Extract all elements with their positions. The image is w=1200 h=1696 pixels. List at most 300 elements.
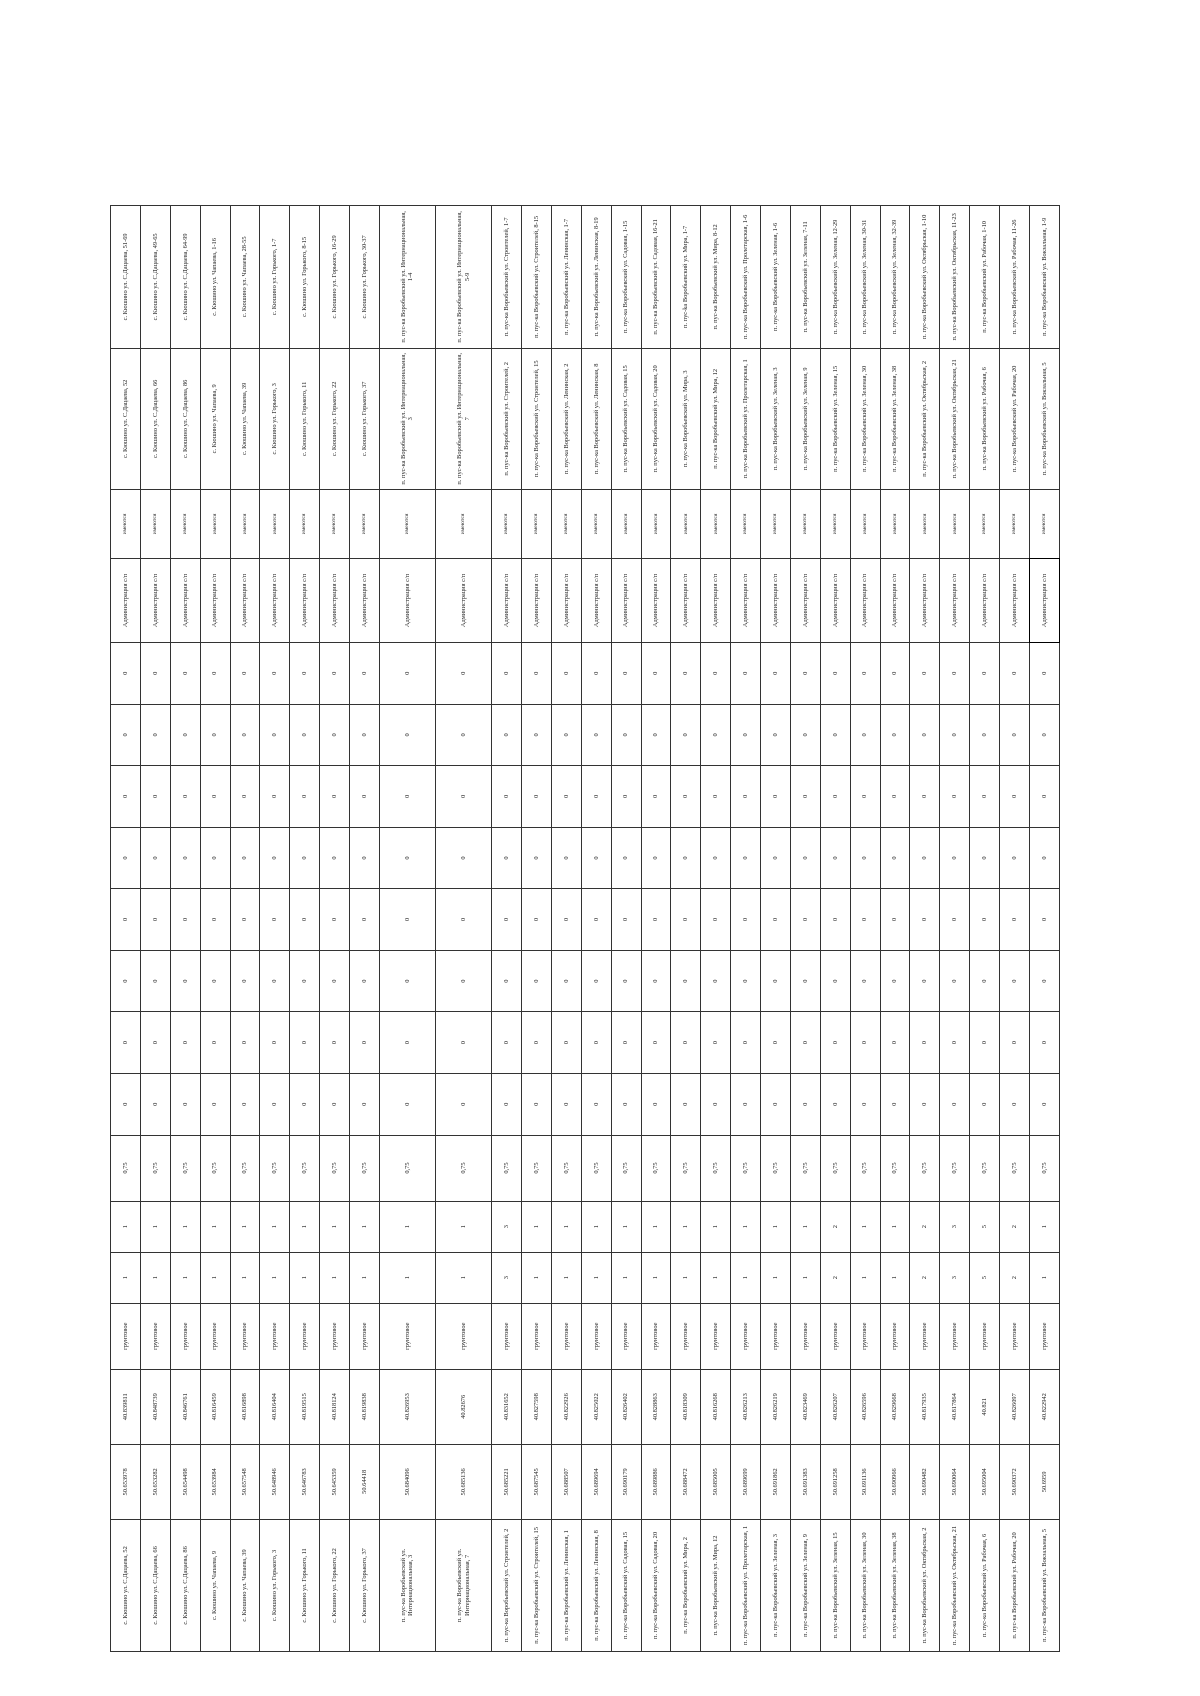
table-cell: п. пус-ка Воробьевский ул. Строителей, 1-7 <box>492 206 522 349</box>
table-cell: 1 <box>260 1201 290 1252</box>
table-cell: 0 <box>910 1012 940 1074</box>
table-cell: с. Кюшино ул. Чапаева, 39 <box>230 348 260 489</box>
table-cell: 0,75 <box>701 1135 731 1201</box>
table-cell: п. пус-ка Воробьевский ул. Рабочая, 20 <box>1000 1519 1030 1651</box>
table-cell: 1 <box>111 1252 141 1303</box>
table-cell: 0 <box>379 889 435 951</box>
table-cell: 1 <box>260 1252 290 1303</box>
table-cell: 0 <box>970 1073 1000 1135</box>
table-cell: 0 <box>1029 1012 1059 1074</box>
table-cell: 0 <box>551 704 581 766</box>
table-cell: 40.818124 <box>320 1369 350 1444</box>
table-cell: 0 <box>611 889 641 951</box>
table-cell: 0 <box>940 1012 970 1074</box>
table-cell: грунтовое <box>200 1303 230 1369</box>
table-cell: п. пус-ка Воробьевский ул. Рабочая, 1-10 <box>970 206 1000 349</box>
table-cell: Администрация с/п <box>492 558 522 642</box>
table-row <box>611 206 641 1652</box>
table-cell: 0 <box>761 1012 791 1074</box>
table-cell: 50.691862 <box>761 1444 791 1519</box>
table-cell: п. пус-ка Воробьевский ул. Вокзальная, 1-9 <box>1029 206 1059 349</box>
table-cell: 0 <box>790 704 820 766</box>
table-cell: 1 <box>350 1201 380 1252</box>
table-cell: 1 <box>230 1252 260 1303</box>
table-cell: 0 <box>910 766 940 828</box>
table-cell: имеются <box>820 489 850 558</box>
table-cell: 1 <box>290 1252 320 1303</box>
table-cell: 0 <box>230 950 260 1012</box>
table-cell: имеются <box>731 489 761 558</box>
table-cell: Администрация с/п <box>350 558 380 642</box>
table-cell: 0 <box>1029 950 1059 1012</box>
table-cell: 1 <box>140 1252 170 1303</box>
table-cell: грунтовое <box>320 1303 350 1369</box>
table-cell: 0 <box>350 1012 380 1074</box>
table-cell: 0 <box>731 1073 761 1135</box>
table-cell: 0 <box>492 704 522 766</box>
table-cell: 0 <box>260 827 290 889</box>
table-cell: п. пус-ка Воробьевский ул. Октябрьская, 11-23 <box>940 206 970 349</box>
table-cell: 0 <box>850 827 880 889</box>
table-cell: 0 <box>701 704 731 766</box>
table-cell: п. пус-ка Воробьевский ул. Зеленая, 1-6 <box>761 206 791 349</box>
table-cell: 0 <box>522 766 552 828</box>
table-cell: грунтовое <box>701 1303 731 1369</box>
table-cell: п. пус-ка Воробьевский ул. Вокзальная, 5 <box>1029 1519 1059 1651</box>
table-cell: 0 <box>970 827 1000 889</box>
table-cell: 0 <box>581 766 611 828</box>
table-cell: 0 <box>820 766 850 828</box>
table-cell: 0 <box>790 827 820 889</box>
table-cell: 1 <box>290 1201 320 1252</box>
table-cell: 0 <box>492 889 522 951</box>
table-row <box>260 206 290 1652</box>
table-cell: 40.821 <box>970 1369 1000 1444</box>
table-cell: 40.848739 <box>140 1369 170 1444</box>
table-cell: 0 <box>940 1073 970 1135</box>
table-cell: 0 <box>880 1012 910 1074</box>
table-cell: Администрация с/п <box>140 558 170 642</box>
table-cell: 0 <box>790 643 820 705</box>
table-cell: 0 <box>1029 827 1059 889</box>
table-cell: 0 <box>910 827 940 889</box>
table-row <box>551 206 581 1652</box>
table-cell: п. пус-ка Воробьевский ул. Садовая, 20 <box>641 1519 671 1651</box>
table-cell: 0,75 <box>379 1135 435 1201</box>
table-cell: имеются <box>581 489 611 558</box>
table-cell: 40.816268 <box>701 1369 731 1444</box>
table-cell: грунтовое <box>761 1303 791 1369</box>
table-cell: 0 <box>320 704 350 766</box>
table-cell: 0 <box>551 950 581 1012</box>
table-cell: 0 <box>492 766 522 828</box>
table-row <box>200 206 230 1652</box>
table-cell: п. пус-ка Воробьевский ул. Пролетарская, 1 <box>731 1519 761 1651</box>
table-cell: 0 <box>522 704 552 766</box>
table-cell: 1 <box>379 1252 435 1303</box>
table-cell: 1 <box>111 1201 141 1252</box>
table-row <box>850 206 880 1652</box>
table-cell: с. Кюшино ул. Горького, 3 <box>260 1519 290 1651</box>
table-cell: 0 <box>140 766 170 828</box>
table-cell: 0 <box>790 950 820 1012</box>
table-cell: 50.653984 <box>200 1444 230 1519</box>
table-cell: с. Кюшино ул. Горького, 11 <box>290 1519 320 1651</box>
table-cell: грунтовое <box>379 1303 435 1369</box>
table-cell: 40.839811 <box>111 1369 141 1444</box>
table-cell: имеются <box>260 489 290 558</box>
table-cell: с. Кюшино ул. С.Дацаева, 86 <box>170 348 200 489</box>
table-cell: п. пус-ка Воробьевский ул. Ленинская, 8-19 <box>581 206 611 349</box>
table-cell: 0 <box>880 704 910 766</box>
table-cell: 0 <box>731 827 761 889</box>
table-cell: с. Кюшино ул. Горького, 3 <box>260 348 290 489</box>
table-cell: 0 <box>701 827 731 889</box>
table-cell: 0 <box>970 704 1000 766</box>
table-cell: 40.826219 <box>761 1369 791 1444</box>
table-cell: 0 <box>170 704 200 766</box>
table-cell: 0 <box>436 1073 492 1135</box>
table-cell: 1 <box>790 1252 820 1303</box>
table-cell: Администрация с/п <box>170 558 200 642</box>
table-row <box>581 206 611 1652</box>
table-cell: 0 <box>379 950 435 1012</box>
table-row <box>290 206 320 1652</box>
table-cell: 1 <box>701 1252 731 1303</box>
table-cell: 0 <box>820 643 850 705</box>
table-row <box>522 206 552 1652</box>
table-cell: Администрация с/п <box>641 558 671 642</box>
table-cell: 0 <box>671 643 701 705</box>
table-cell: 0 <box>581 1073 611 1135</box>
table-cell: 50.688472 <box>671 1444 701 1519</box>
table-cell: 0 <box>940 950 970 1012</box>
table-cell: 0 <box>970 766 1000 828</box>
table-cell: п. пус-ка Воробьевский ул. Зеленая, 32-39 <box>880 206 910 349</box>
table-cell: 0 <box>111 766 141 828</box>
table-cell: 1 <box>880 1252 910 1303</box>
table-cell: имеются <box>970 489 1000 558</box>
table-cell: 50.695004 <box>970 1444 1000 1519</box>
table-cell: 0 <box>320 1073 350 1135</box>
table-cell: 1 <box>581 1252 611 1303</box>
table-cell: грунтовое <box>850 1303 880 1369</box>
table-cell: п. пус-ка Воробьевский ул. Мира, 3 <box>671 348 701 489</box>
table-cell: 50.657548 <box>230 1444 260 1519</box>
table-cell: 0 <box>379 827 435 889</box>
table-cell: Администрация с/п <box>230 558 260 642</box>
table-row <box>492 206 522 1652</box>
table-cell: 0 <box>641 950 671 1012</box>
table-cell: 0 <box>436 889 492 951</box>
table-cell: п. пус-ка Воробьевский ул. Строителей, 15 <box>522 1519 552 1651</box>
table-cell: п. пус-ка Воробьевский ул. Зеленая, 12-29 <box>820 206 850 349</box>
table-cell: 50.689694 <box>581 1444 611 1519</box>
table-cell: 0 <box>320 827 350 889</box>
table-cell: 0 <box>671 827 701 889</box>
table-cell: грунтовое <box>170 1303 200 1369</box>
table-cell: 40.816459 <box>200 1369 230 1444</box>
table-cell: п. пус-ка Воробьевский ул. Октябрьская, 2 <box>910 348 940 489</box>
table-cell: имеются <box>671 489 701 558</box>
table-cell: имеются <box>611 489 641 558</box>
table-cell: 50.685136 <box>436 1444 492 1519</box>
table-cell: 0 <box>200 950 230 1012</box>
table-row <box>1000 206 1030 1652</box>
table-cell: 1 <box>581 1201 611 1252</box>
table-cell: грунтовое <box>940 1303 970 1369</box>
table-cell: Администрация с/п <box>820 558 850 642</box>
table-cell: п. пус-ка Воробьевский ул. Ленинская, 1 <box>551 1519 581 1651</box>
table-cell: Администрация с/п <box>970 558 1000 642</box>
table-cell: 0 <box>436 643 492 705</box>
table-cell: 1 <box>1029 1201 1059 1252</box>
table-cell: 0 <box>260 643 290 705</box>
table-cell: 50.685221 <box>492 1444 522 1519</box>
table-cell: 40.826207 <box>820 1369 850 1444</box>
table-cell: Администрация с/п <box>940 558 970 642</box>
table-cell: 0 <box>731 889 761 951</box>
table-cell: 1 <box>522 1252 552 1303</box>
table-row <box>790 206 820 1652</box>
table-cell: 0 <box>1000 643 1030 705</box>
table-cell: 1 <box>1029 1252 1059 1303</box>
table-cell: Администрация с/п <box>290 558 320 642</box>
table-cell: 0,75 <box>436 1135 492 1201</box>
table-cell: с. Кюшино ул. Горького, 22 <box>320 348 350 489</box>
table-cell: с. Кюшино ул. Чапаева, 1-16 <box>200 206 230 349</box>
table-cell: п. пус-ка Воробьевский ул. Ленинская, 1-7 <box>551 206 581 349</box>
table-cell: 0,75 <box>790 1135 820 1201</box>
table-cell: 1 <box>790 1201 820 1252</box>
container-sites-table <box>110 205 1060 1652</box>
table-cell: грунтовое <box>1029 1303 1059 1369</box>
table-cell: 0 <box>1029 766 1059 828</box>
table-cell: грунтовое <box>671 1303 701 1369</box>
table-cell: п. пус-ка Воробьевский ул. Мира, 8-12 <box>701 206 731 349</box>
table-cell: 0 <box>260 889 290 951</box>
table-row <box>761 206 791 1652</box>
table-cell: 0 <box>140 889 170 951</box>
table-cell: 0 <box>611 1012 641 1074</box>
table-cell: 1 <box>701 1201 731 1252</box>
table-cell: 0 <box>522 950 552 1012</box>
table-cell: 1 <box>436 1201 492 1252</box>
table-cell: 50.690482 <box>910 1444 940 1519</box>
table-cell: п. пус-ка Воробьевский ул. Зеленая, 3 <box>761 348 791 489</box>
table-cell: с. Кюшино ул. С.Дацаева, 52 <box>111 1519 141 1651</box>
table-cell: 1 <box>551 1252 581 1303</box>
table-cell: 0 <box>379 1073 435 1135</box>
table-cell: 0 <box>320 766 350 828</box>
table-cell: грунтовое <box>230 1303 260 1369</box>
table-cell: 0 <box>230 766 260 828</box>
table-cell: 1 <box>379 1201 435 1252</box>
table-cell: п. пус-ка Воробьевский ул. Мира, 12 <box>701 1519 731 1651</box>
table-cell: 0 <box>671 1073 701 1135</box>
table-cell: 40.818309 <box>671 1369 701 1444</box>
table-cell: 1 <box>320 1252 350 1303</box>
table-cell: с. Кюшино ул. С.Дацаева, 64-99 <box>170 206 200 349</box>
table-cell: имеются <box>850 489 880 558</box>
table-cell: 2 <box>910 1201 940 1252</box>
table-cell: 0,75 <box>492 1135 522 1201</box>
table-cell: 3 <box>940 1252 970 1303</box>
table-cell: 1 <box>731 1201 761 1252</box>
table-cell: 0 <box>551 1012 581 1074</box>
table-cell: 50.653978 <box>111 1444 141 1519</box>
table-cell: грунтовое <box>350 1303 380 1369</box>
table-cell: 0 <box>910 889 940 951</box>
table-cell: 1 <box>671 1201 701 1252</box>
table-cell: 0 <box>611 827 641 889</box>
table-cell: 0 <box>140 950 170 1012</box>
table-cell: 0 <box>1029 704 1059 766</box>
table-cell: 0 <box>551 766 581 828</box>
table-cell: 0 <box>581 704 611 766</box>
table-cell: 50.684096 <box>379 1444 435 1519</box>
table-cell: с. Кюшино ул. Чапаева, 9 <box>200 348 230 489</box>
table-cell: 0 <box>1000 889 1030 951</box>
table-cell: 40.82676 <box>436 1369 492 1444</box>
table-cell: 0 <box>581 643 611 705</box>
table-cell: 0,75 <box>522 1135 552 1201</box>
table-cell: с. Кюшино ул. С.Дацаева, 51-69 <box>111 206 141 349</box>
table-cell: имеются <box>641 489 671 558</box>
table-cell: п. пус-ка Воробьевский ул. Зеленая, 9 <box>790 348 820 489</box>
table-cell: 1 <box>761 1252 791 1303</box>
table-cell: 0 <box>1029 1073 1059 1135</box>
table-cell: п. пус-ка Воробьевский ул. Пролетарская, 1-6 <box>731 206 761 349</box>
table-cell: 0 <box>492 950 522 1012</box>
table-cell: 0 <box>140 643 170 705</box>
table-cell: 0 <box>581 950 611 1012</box>
table-cell: 40.828863 <box>641 1369 671 1444</box>
table-cell: 0 <box>671 950 701 1012</box>
table-cell: 0 <box>436 1012 492 1074</box>
table-cell: п. пус-ка Воробьевский ул. Строителей, 15 <box>522 348 552 489</box>
table-cell: 0 <box>1000 827 1030 889</box>
table-cell: 0 <box>820 827 850 889</box>
table-cell: 0 <box>350 950 380 1012</box>
table-row <box>940 206 970 1652</box>
table-cell: с. Кюшино ул. С.Дацаева, 52 <box>111 348 141 489</box>
table-cell: 0 <box>790 766 820 828</box>
table-cell: 40.826097 <box>1000 1369 1030 1444</box>
table-cell: 0,75 <box>850 1135 880 1201</box>
table-cell: 0 <box>581 1012 611 1074</box>
table-cell: с. Кюшино ул. С.Дацаева, 49-65 <box>140 206 170 349</box>
table-cell: 0 <box>320 643 350 705</box>
table-cell: 0,75 <box>910 1135 940 1201</box>
table-cell: 0 <box>522 1012 552 1074</box>
table-cell: Администрация с/п <box>551 558 581 642</box>
table-cell: п. пус-ка Воробьевский ул. Интернациональная, 7 <box>436 348 492 489</box>
table-cell: 0 <box>320 950 350 1012</box>
table-cell: п. пус-ка Воробьевский ул. Зеленая, 38 <box>880 1519 910 1651</box>
table-cell: 0 <box>970 889 1000 951</box>
table-cell: 0 <box>200 766 230 828</box>
table-cell: 0 <box>761 766 791 828</box>
table-cell: 0 <box>551 889 581 951</box>
table-cell: 0 <box>350 643 380 705</box>
table-cell: 1 <box>140 1201 170 1252</box>
table-cell: 0 <box>940 766 970 828</box>
table-row <box>880 206 910 1652</box>
table-cell: 50.691136 <box>850 1444 880 1519</box>
table-cell: имеются <box>350 489 380 558</box>
table-cell: 0 <box>492 827 522 889</box>
table-cell: грунтовое <box>492 1303 522 1369</box>
table-cell: 0,75 <box>320 1135 350 1201</box>
table-cell: 0,75 <box>970 1135 1000 1201</box>
table-cell: 0 <box>761 1073 791 1135</box>
table-row <box>641 206 671 1652</box>
table-cell: 0 <box>111 643 141 705</box>
table-cell: имеются <box>790 489 820 558</box>
table-cell: 0 <box>701 950 731 1012</box>
table-cell: имеются <box>1000 489 1030 558</box>
table-cell: 0 <box>140 1073 170 1135</box>
table-cell: 40.822942 <box>1029 1369 1059 1444</box>
table-cell: 0 <box>790 1073 820 1135</box>
table-cell: с. Кюшино ул. Горького, 1-7 <box>260 206 290 349</box>
table-cell: 1 <box>611 1252 641 1303</box>
table-cell: 0 <box>111 704 141 766</box>
table-cell: 0 <box>611 704 641 766</box>
table-cell: 50.648946 <box>260 1444 290 1519</box>
table-cell: 0,75 <box>641 1135 671 1201</box>
table-cell: п. пус-ка Воробьевский ул. Мира, 2 <box>671 1519 701 1651</box>
table-cell: с. Кюшино ул. Чапаева, 9 <box>200 1519 230 1651</box>
table-cell: 0 <box>970 950 1000 1012</box>
table-cell: с. Кюшино ул. Горького, 37 <box>350 1519 380 1651</box>
table-cell: 0 <box>701 643 731 705</box>
table-cell: 0 <box>641 704 671 766</box>
table-cell: 0 <box>551 827 581 889</box>
table-cell: 40.829668 <box>880 1369 910 1444</box>
table-cell: 0 <box>230 1073 260 1135</box>
table-cell: 0,75 <box>551 1135 581 1201</box>
table-cell: 0 <box>880 889 910 951</box>
table-cell: 0 <box>436 766 492 828</box>
table-cell: 50.646783 <box>290 1444 320 1519</box>
table-cell: 0 <box>230 643 260 705</box>
table-cell: 0 <box>790 889 820 951</box>
table-cell: 50.690966 <box>880 1444 910 1519</box>
table-cell: имеются <box>170 489 200 558</box>
table-cell: 2 <box>820 1201 850 1252</box>
table-cell: Администрация с/п <box>761 558 791 642</box>
table-cell: имеются <box>522 489 552 558</box>
table-cell: 0 <box>611 950 641 1012</box>
table-cell: 0 <box>701 889 731 951</box>
table-cell: 0 <box>910 950 940 1012</box>
table-cell: имеются <box>492 489 522 558</box>
table-cell: грунтовое <box>581 1303 611 1369</box>
table-cell: 1 <box>522 1201 552 1252</box>
table-row <box>140 206 170 1652</box>
table-cell: 1 <box>731 1252 761 1303</box>
table-cell: 0 <box>170 950 200 1012</box>
table-cell: имеются <box>230 489 260 558</box>
table-cell: 0 <box>230 889 260 951</box>
table-cell: имеются <box>379 489 435 558</box>
table-cell: Администрация с/п <box>260 558 290 642</box>
table-cell: 0 <box>290 1012 320 1074</box>
table-row <box>820 206 850 1652</box>
table-cell: 0 <box>140 1012 170 1074</box>
